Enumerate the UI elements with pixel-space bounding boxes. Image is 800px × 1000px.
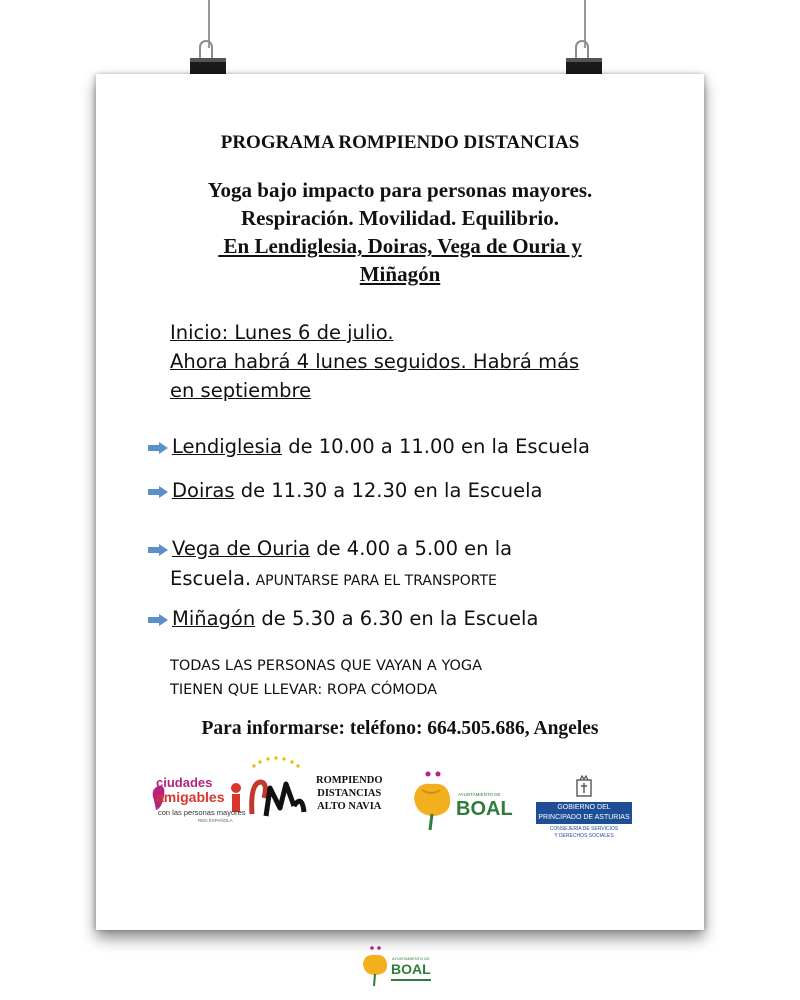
schedule-vega-de-ouria — [148, 534, 512, 596]
place-time: de 5.30 a 6.30 en la Escuela — [255, 607, 539, 630]
boal-logo — [408, 768, 512, 840]
schedule-lendiglesia — [148, 432, 590, 462]
schedule-doiras — [148, 476, 543, 506]
footer-boal-small-text: AYUNTAMIENTO DE — [392, 956, 430, 961]
footer-boal-name: BOAL — [391, 961, 431, 977]
requirements-line-1: TODAS LAS PERSONAS QUE VAYAN A YOGA — [170, 658, 483, 674]
rompiendo-figures-icon — [246, 754, 310, 826]
ciudades-subline: con las personas mayores — [158, 808, 246, 817]
poster — [96, 74, 704, 930]
gobierno-asturias-logo — [536, 774, 632, 844]
footer-boal-flower-icon — [360, 944, 390, 988]
arrow-right-icon — [148, 486, 168, 498]
arrow-right-icon — [148, 544, 168, 556]
boal-name: BOAL — [456, 798, 513, 820]
rompiendo-line-2: DISTANCIAS — [317, 788, 382, 799]
subtitle-line-1: Yoga bajo impacto para personas mayores. — [207, 178, 593, 202]
rompiendo-distancias-logo — [246, 754, 416, 834]
transport-note: APUNTARSE PARA EL TRANSPORTE — [251, 573, 497, 589]
amigables-word: amigables — [156, 789, 225, 805]
place-time: de 10.00 a 11.00 en la Escuela — [282, 435, 591, 458]
subtitle-line-2: Respiración. Movilidad. Equilibrio. — [241, 206, 559, 230]
locations-line-2: Miñagón — [359, 262, 441, 286]
gobierno-line-2: PRINCIPADO DE ASTURIAS — [538, 814, 630, 821]
asturias-crest-icon — [575, 774, 593, 798]
ciudades-network: RED ESPAÑOLA — [198, 818, 233, 823]
place-name: Vega de Ouria — [172, 537, 311, 560]
footer-boal-underline — [391, 979, 431, 981]
subtitle — [96, 176, 704, 288]
rompiendo-line-1: ROMPIENDO — [316, 775, 383, 786]
place-time-line2: Escuela. — [170, 567, 252, 590]
gobierno-line-1: GOBIERNO DEL — [557, 804, 611, 811]
gobierno-line-3: CONSEJERÍA DE SERVICIOS — [549, 826, 619, 832]
contact-info: Para informarse: teléfono: 664.505.686, Angeles — [201, 718, 599, 739]
start-info — [170, 318, 579, 405]
rompiendo-line-3: ALTO NAVIA — [317, 801, 382, 812]
requirements-note — [170, 654, 482, 702]
ciudades-amigables-logo — [148, 770, 244, 830]
place-time: de 4.00 a 5.00 en la — [310, 537, 513, 560]
start-line-1: Inicio: Lunes 6 de julio. — [170, 321, 394, 344]
place-name: Doiras — [172, 479, 235, 502]
poster-title: PROGRAMA ROMPIENDO DISTANCIAS — [220, 132, 580, 153]
boal-flower-icon — [408, 768, 458, 832]
place-name: Miñagón — [172, 607, 256, 630]
arrow-right-icon — [148, 442, 168, 454]
start-line-3: en septiembre — [170, 379, 312, 402]
place-time: de 11.30 a 12.30 en la Escuela — [234, 479, 543, 502]
boal-small-text: AYUNTAMIENTO DE — [458, 792, 501, 797]
footer-boal-logo — [360, 944, 442, 992]
locations-line-1: En Lendiglesia, Doiras, Vega de Ouria y — [218, 234, 582, 258]
requirements-line-2: TIENEN QUE LLEVAR: ROPA CÓMODA — [170, 682, 438, 698]
start-line-2: Ahora habrá 4 lunes seguidos. Habrá más — [170, 350, 580, 373]
place-name: Lendiglesia — [172, 435, 282, 458]
gobierno-line-4: Y DERECHOS SOCIALES — [554, 833, 614, 839]
schedule-minagon — [148, 604, 538, 634]
arrow-right-icon — [148, 614, 168, 626]
ciudades-word: ciudades — [156, 775, 213, 790]
